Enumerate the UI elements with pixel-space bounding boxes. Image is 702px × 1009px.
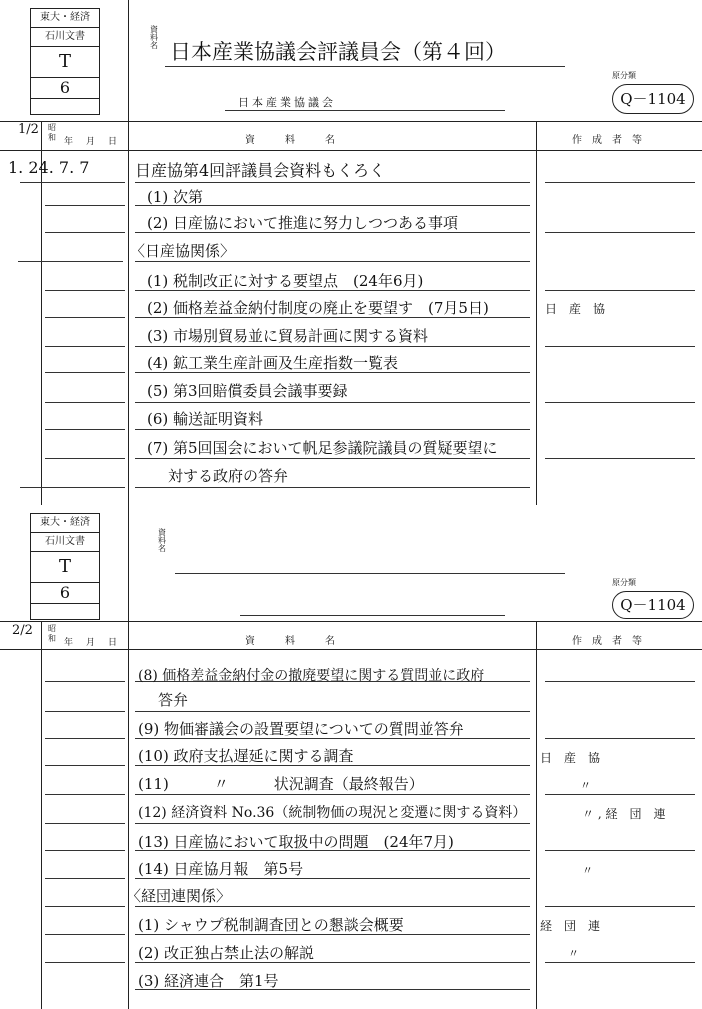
archive-stamp — [30, 513, 100, 620]
page-mark: 2/2 — [12, 623, 33, 638]
list-item: (1) 税制改正に対する要望点 (24年6月) — [147, 272, 424, 290]
author-cell: 日 産 協 — [545, 302, 606, 316]
list-item: (9) 物価審議会の設置要望についての質問並答弁 — [138, 720, 464, 738]
author-cell: 経 団 連 — [540, 919, 601, 933]
list-item: (3) 市場別貿易並に貿易計画に関する資料 — [147, 327, 429, 345]
list-item: (13) 日産協において取扱中の問題 (24年7月) — [138, 833, 454, 851]
era-label-2: 和 — [48, 634, 56, 643]
material-header: 資 料 名 — [245, 135, 335, 146]
list-item: (6) 輸送証明資料 — [147, 410, 264, 428]
list-item: (14) 日産協月報 第5号 — [138, 860, 304, 878]
author-cell: 〃 — [568, 947, 579, 960]
author-cell: 日 産 協 — [540, 751, 601, 765]
material-name-label: 資料名 — [158, 528, 166, 553]
page-mark: 1/2 — [18, 122, 39, 137]
list-item: (2) 価格差益金納付制度の廃止を要望す (7月5日) — [147, 299, 489, 317]
stamp-institution: 東大・経済 — [31, 514, 99, 533]
stamp-number: 6 — [31, 78, 99, 99]
month-header: 月 — [86, 638, 96, 648]
stamp-collection: 石川文書 — [31, 28, 99, 47]
list-item: (10) 政府支払遅延に関する調査 — [138, 747, 354, 765]
author-header: 作 成 者 等 — [572, 135, 642, 146]
list-item: (8) 価格差益金納付金の撤廃要望に関する質問並に政府 — [138, 668, 485, 684]
author-cell: 〃 — [582, 864, 593, 877]
classification-code: Q－1104 — [612, 84, 694, 114]
list-item: 答弁 — [158, 691, 189, 709]
list-item: (5) 第3回賠償委員会議事要録 — [147, 382, 348, 400]
era-label: 昭 — [48, 624, 56, 633]
list-item: (2) 日産協において推進に努力しつつある事項 — [147, 214, 459, 232]
stamp-code: T — [31, 47, 99, 78]
day-header: 日 — [108, 137, 118, 147]
classification-code: Q－1104 — [612, 591, 694, 619]
list-item: (3) 経済連合 第1号 — [138, 972, 279, 990]
organization-name: 日本産業協議会 — [238, 96, 336, 109]
material-name-label: 資料名 — [150, 25, 158, 50]
author-cell: 〃 — [580, 779, 591, 792]
archive-stamp — [30, 8, 100, 115]
author-header: 作 成 者 等 — [572, 636, 642, 647]
list-item: (1) 次第 — [147, 188, 204, 206]
stamp-code: T — [31, 552, 99, 583]
year-header: 年 — [64, 638, 74, 648]
stamp-collection: 石川文書 — [31, 533, 99, 552]
list-item: (11) 〃 状況調査（最終報告） — [138, 775, 424, 793]
list-item: 日産協第4回評議員会資料もくろく — [135, 161, 386, 180]
list-item: 対する政府の答弁 — [168, 467, 289, 485]
list-item: (1) シャウプ税制調査団との懇談会概要 — [138, 916, 404, 934]
day-header: 日 — [108, 638, 118, 648]
list-item: (12) 経済資料 No.36（統制物価の現況と変遷に関する資料） — [138, 805, 527, 821]
section-heading: 〈経団連関係〉 — [126, 887, 232, 905]
stamp-number: 6 — [31, 583, 99, 604]
list-item: (7) 第5回国会において帆足参議院議員の質疑要望に — [147, 439, 498, 457]
author-cell: 〃 , 経 団 連 — [582, 807, 666, 821]
entry-date: 1. 24. 7. 7 — [8, 158, 90, 177]
document-title: 日本産業協議会評議員会（第４回） — [170, 40, 506, 64]
section-heading: 〈日産協関係〉 — [130, 242, 236, 260]
list-item: (2) 改正独占禁止法の解説 — [138, 944, 315, 962]
classification-label: 原分類 — [612, 71, 636, 80]
era-label: 昭 — [48, 123, 56, 132]
list-item: (4) 鉱工業生産計画及生産指数一覧表 — [147, 354, 399, 372]
classification-label: 原分類 — [612, 578, 636, 587]
year-header: 年 — [64, 137, 74, 147]
stamp-institution: 東大・経済 — [31, 9, 99, 28]
material-header: 資 料 名 — [245, 636, 335, 647]
era-label-2: 和 — [48, 133, 56, 142]
month-header: 月 — [86, 137, 96, 147]
record-card-2 — [0, 505, 702, 1009]
